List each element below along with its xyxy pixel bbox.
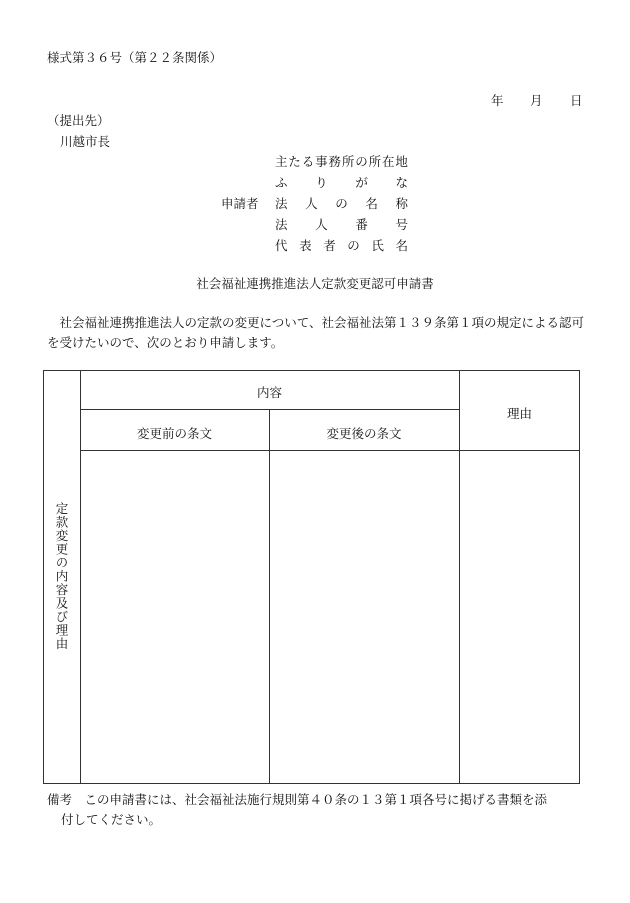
table-divider	[80, 409, 459, 410]
representative-name-label: 代 表 者 の 氏 名	[275, 238, 408, 253]
office-location-label: 主 た る 事 務 所 の 所 在 地	[275, 154, 408, 169]
furigana-label: ふ り が な	[275, 175, 408, 190]
form-number: 様式第３６号（第２２条関係）	[47, 50, 223, 65]
corporation-name-label: 法 人 の 名 称	[275, 196, 408, 211]
table-divider	[269, 409, 270, 784]
applicant-label: 申請者	[221, 196, 259, 211]
corporation-number-label: 法 人 番 号	[275, 217, 408, 232]
date-month-label: 月	[530, 93, 543, 108]
after-change-header: 変更後の条文	[326, 426, 402, 441]
date-year-label: 年	[491, 93, 504, 108]
table-divider	[459, 370, 460, 784]
remarks-line-2: 付してください。	[61, 812, 162, 827]
remarks-line-1: 備考 この申請書には、社会福祉法施行規則第４０条の１３第１項各号に掲げる書類を添	[47, 792, 548, 807]
application-body-text: 社会福祉連携推進法人の定款の変更について、社会福祉法第１３９条第１項の規定による認可を受けたいので、次のとおり申請します。	[47, 315, 585, 350]
reason-header: 理由	[506, 406, 532, 421]
recipient-label: （提出先）	[47, 113, 110, 128]
content-header: 内容	[256, 385, 282, 400]
before-change-header: 変更前の条文	[136, 426, 212, 441]
recipient: 川越市長	[60, 134, 111, 149]
date-day-label: 日	[570, 93, 583, 108]
table-row-label: 定款変更の内容及び理由	[54, 502, 69, 651]
document-title: 社会福祉連携推進法人定款変更認可申請書	[196, 276, 434, 291]
table-divider	[80, 450, 580, 451]
